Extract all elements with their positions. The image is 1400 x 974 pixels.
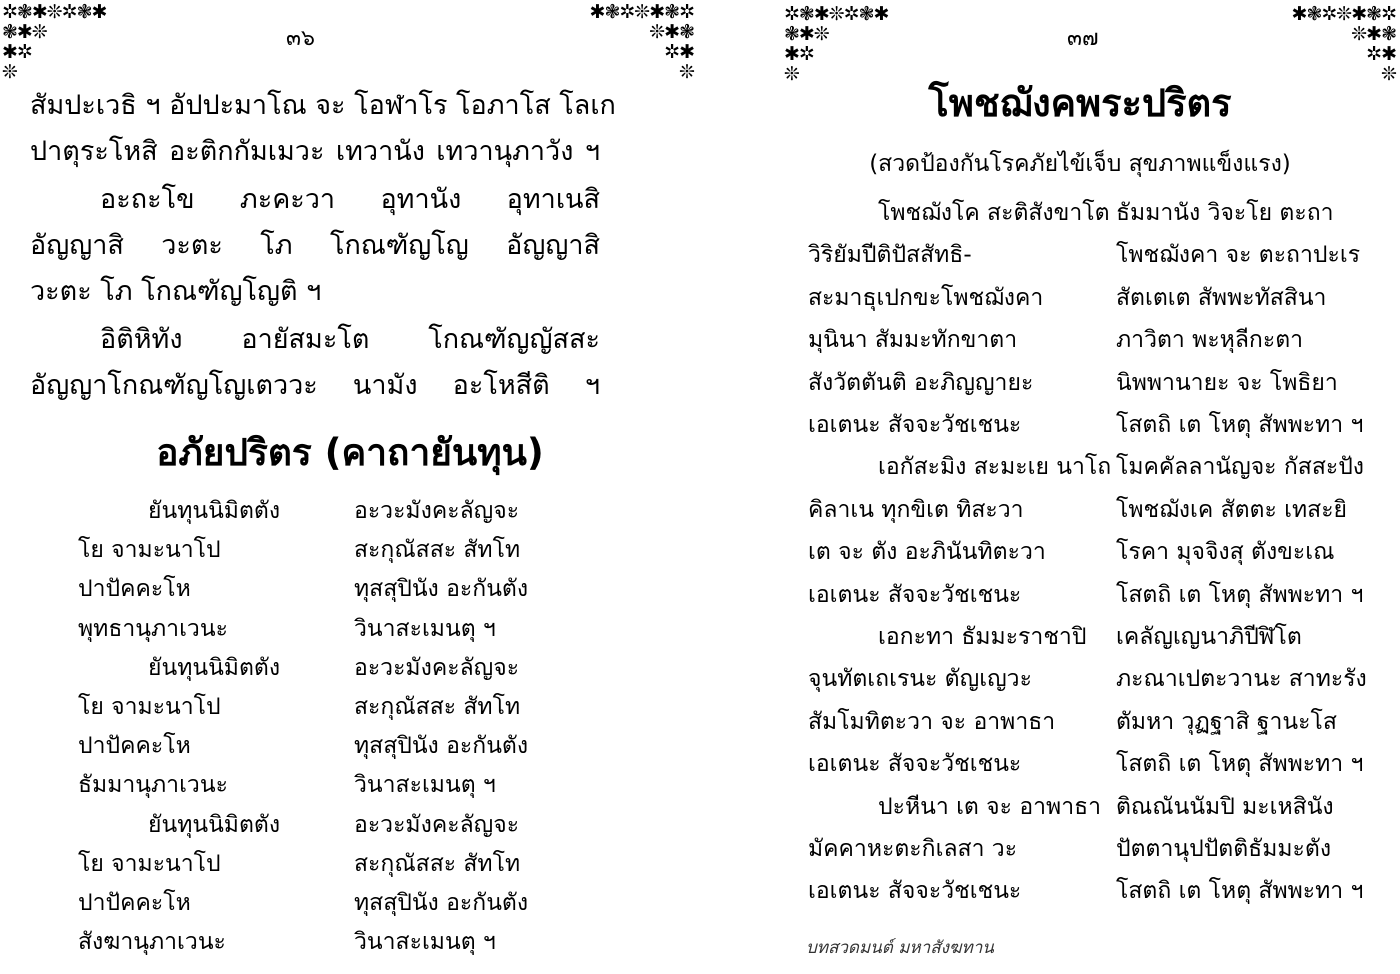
verse-line-first: วิริยัมปีติปัสสัทธิ- — [808, 242, 972, 269]
verse-line-second: โสตถิ เต โหตุ สัพพะทา ฯ — [1116, 751, 1364, 778]
prose-line: อัญญาโกณฑัญโญเตววะ นามัง อะโหสีติ ฯ — [30, 370, 600, 401]
prose-line: อะถะโข ภะคะวา อุทานัง อุทาเนสิ — [100, 184, 600, 215]
verse-line-second: เคลัญเญนาภิปีฬิโต — [1116, 624, 1302, 650]
verse-line-first: ปาปัคคะโห — [78, 576, 191, 603]
verse-line-first: สังฆานุภาเวนะ — [78, 929, 226, 956]
verse-line-second: ภาวิตา พะหุลีกะตา — [1116, 327, 1304, 354]
verse-line-first: เอเตนะ สัจจะวัชเชนะ — [808, 412, 1022, 438]
verse-line-first: ยันทุนนิมิตตัง — [148, 498, 281, 524]
verse-line-second: ทุสสุปินัง อะกันตัง — [354, 576, 529, 603]
corner-ornament-top-left: ✲❃✱❊✲❃✱ ❃✱❊ ✱✲ ❊ — [784, 3, 889, 85]
page-title: โพชฌังคพระปริตร — [928, 81, 1232, 125]
prose-line: วะตะ โภ โกณฑัญโญติ ฯ — [30, 276, 322, 307]
verse-line-second: โมคคัลลานัญจะ กัสสะปัง — [1116, 454, 1365, 481]
verse-line-second: ตัมหา วุฏฐาสิ ฐานะโส — [1116, 708, 1337, 735]
verse-line-second: วินาสะเมนตุ ฯ — [354, 929, 496, 956]
verse-line-first: เอเตนะ สัจจะวัชเชนะ — [808, 878, 1022, 905]
verse-line-second: อะวะมังคะลัญจะ — [354, 811, 520, 838]
verse-line-first: เอเตนะ สัจจะวัชเชนะ — [808, 581, 1022, 608]
verse-line-first: โย จามะนาโป — [78, 850, 221, 877]
verse-line-first: ธัมมานุภาเวนะ — [78, 772, 228, 799]
verse-line-first: ปะหีนา เต จะ อาพาธา — [878, 793, 1102, 820]
verse-line-second: โสตถิ เต โหตุ สัพพะทา ฯ — [1116, 878, 1364, 905]
verse-line-second: สะกุณัสสะ สัทโท — [354, 850, 521, 877]
page-number: ๓๖ — [286, 26, 316, 51]
right-page — [700, 0, 1400, 974]
verse-line-second: โสตถิ เต โหตุ สัพพะทา ฯ — [1116, 412, 1364, 438]
verse-line-second: ปัตตานุปปัตติธัมมะตัง — [1116, 836, 1332, 862]
corner-ornament-top-left: ✲❃✱❊✲❃✱ ❃✱❊ ✱✲ ❊ — [2, 1, 107, 83]
verse-line-first: จุนทัตเถเรนะ ตัญเญวะ — [808, 666, 1032, 693]
verse-line-first: พุทธานุภาเวนะ — [78, 615, 228, 642]
prose-line: อิติหิทัง อายัสมะโต โกณฑัญญัสสะ — [100, 324, 600, 355]
verse-line-second: ติณณันนัมปิ มะเหสินัง — [1116, 793, 1334, 820]
verse-line-first: สัมโมทิตะวา จะ อาพาธา — [808, 708, 1056, 735]
prose-line: สัมปะเวธิ ฯ อัปปะมาโณ จะ โอฬาโร โอภาโส โลเก — [30, 90, 616, 121]
verse-line-second: ธัมมานัง วิจะโย ตะถา — [1116, 200, 1334, 226]
verse-line-first: คิลาเน ทุกขิเต ทิสะวา — [808, 496, 1024, 523]
verse-line-first: ยันทุนนิมิตตัง — [148, 654, 281, 681]
verse-line-first: มุนินา สัมมะทักขาตา — [808, 327, 1018, 354]
page-number: ๓๗ — [1067, 26, 1099, 51]
prose-line: ปาตุระโหสิ อะติกกัมเมวะ เทวานัง เทวานุภาวัง ฯ — [30, 136, 600, 167]
verse-line-first: ปาปัคคะโห — [78, 890, 191, 916]
corner-ornament-top-right: ✱❃✲❊✱❃✲ ❊✱❃ ✲✱ ❊ — [1291, 3, 1396, 85]
verse-line-second: สัตเตเต สัพพะทัสสินา — [1116, 284, 1327, 311]
verse-line-second: ภะณาเปตะวานะ สาทะรัง — [1116, 666, 1367, 693]
verse-line-first: สังวัตตันติ อะภิญญายะ — [808, 369, 1034, 396]
verse-line-first: สะมาธุเปกขะโพชฌังคา — [808, 284, 1044, 311]
verse-line-second: นิพพานายะ จะ โพธิยา — [1116, 369, 1338, 396]
verse-line-second: วินาสะเมนตุ ฯ — [354, 615, 496, 642]
verse-line-first: ยันทุนนิมิตตัง — [148, 811, 281, 838]
verse-line-second: โพชฌังคา จะ ตะถาปะเร — [1116, 242, 1361, 269]
verse-line-first: โย จามะนาโป — [78, 537, 221, 564]
corner-ornament-top-right: ✱❃✲❊✱❃✲ ❊✱❃ ✲✱ ❊ — [589, 1, 694, 83]
verse-line-second: โพชฌังเค สัตตะ เทสะยิ — [1116, 496, 1348, 523]
section-title: อภัยปริตร (คาถายันทุน) — [156, 431, 544, 474]
verse-line-first: โย จามะนาโป — [78, 694, 221, 720]
verse-line-second: อะวะมังคะลัญจะ — [354, 498, 520, 524]
prose-line: อัญญาสิ วะตะ โภ โกณฑัญโญ อัญญาสิ — [30, 230, 600, 261]
verse-line-first: มัคคาหะตะกิเลสา วะ — [808, 836, 1018, 862]
verse-line-second: สะกุณัสสะ สัทโท — [354, 537, 521, 564]
page-subtitle: (สวดป้องกันโรคภัยไข้เจ็บ สุขภาพแข็งแรง) — [869, 151, 1291, 177]
verse-line-first: เอกัสะมิง สะมะเย นาโถ — [878, 454, 1112, 481]
verse-line-first: เอกะทา ธัมมะราชาปิ — [878, 624, 1087, 650]
verse-line-second: สะกุณัสสะ สัทโท — [354, 694, 521, 720]
verse-line-first: เต จะ ตัง อะภินันทิตะวา — [808, 539, 1046, 566]
verse-line-second: ทุสสุปินัง อะกันตัง — [354, 733, 529, 760]
verse-line-second: อะวะมังคะลัญจะ — [354, 654, 520, 681]
verse-line-first: เอเตนะ สัจจะวัชเชนะ — [808, 751, 1022, 778]
verse-line-second: วินาสะเมนตุ ฯ — [354, 772, 496, 799]
verse-line-second: โสตถิ เต โหตุ สัพพะทา ฯ — [1116, 581, 1364, 608]
verse-line-second: โรคา มุจจิงสุ ตังขะเณ — [1116, 539, 1335, 566]
verse-line-first: โพชฌังโค สะติสังขาโต — [878, 200, 1110, 226]
footer-text: บทสวดมนต์ มหาสังฆทาน — [806, 938, 994, 958]
verse-line-first: ปาปัคคะโห — [78, 733, 191, 760]
verse-line-second: ทุสสุปินัง อะกันตัง — [354, 890, 529, 916]
